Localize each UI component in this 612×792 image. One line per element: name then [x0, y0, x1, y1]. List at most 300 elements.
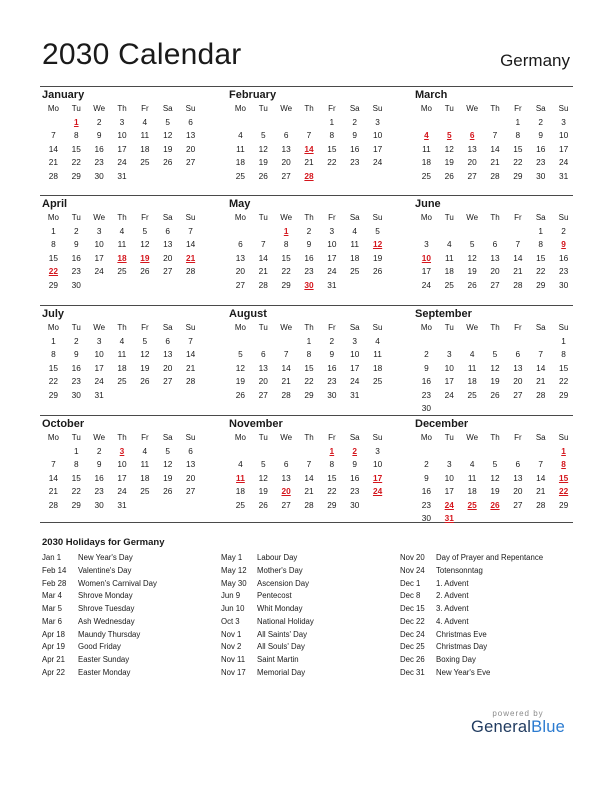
day: 18 — [140, 143, 150, 154]
day: 28 — [536, 389, 546, 400]
day: 3 — [446, 459, 452, 469]
weekday-header: We — [280, 213, 293, 222]
holiday-date: Jan 1 — [42, 553, 62, 562]
empty-day — [229, 116, 252, 130]
day: 25 — [235, 499, 246, 510]
day: 16 — [350, 143, 360, 154]
day: 29 — [304, 389, 314, 400]
day: 16 — [558, 252, 569, 263]
day: 1 — [51, 335, 56, 346]
holiday-name: All Souls' Day — [257, 642, 305, 652]
day: 8 — [306, 349, 312, 359]
day: 9 — [306, 239, 312, 249]
weekday-header: Fr — [328, 323, 336, 332]
day: 27 — [513, 499, 523, 510]
day: 6 — [283, 130, 289, 140]
brand-name — [468, 718, 568, 737]
month-day-grid — [42, 322, 202, 402]
day: 11 — [444, 252, 454, 263]
weekday-header: Fr — [328, 433, 336, 442]
month-day-grid — [229, 322, 389, 402]
day: 23 — [536, 157, 546, 167]
day: 19 — [163, 143, 173, 154]
day: 13 — [467, 143, 477, 154]
day: 4 — [469, 459, 475, 469]
day: 6 — [283, 459, 289, 469]
holiday-day: 26 — [490, 499, 500, 510]
day: 14 — [536, 472, 546, 483]
day: 14 — [536, 362, 546, 373]
day: 17 — [117, 143, 127, 154]
holiday-row — [400, 603, 575, 616]
day: 23 — [350, 486, 360, 496]
day: 26 — [444, 170, 454, 181]
holiday-date: Dec 26 — [400, 655, 425, 664]
day: 20 — [490, 266, 500, 276]
holiday-row — [221, 552, 396, 565]
holiday-name: Easter Monday — [78, 667, 131, 677]
holiday-name: Boxing Day — [436, 655, 476, 664]
section-divider — [40, 195, 573, 196]
day: 4 — [238, 130, 243, 140]
day: 7 — [538, 459, 544, 469]
day: 27 — [281, 499, 291, 510]
day: 7 — [260, 239, 266, 249]
day: 19 — [258, 486, 268, 496]
empty-day — [529, 445, 552, 459]
day: 28 — [536, 499, 546, 510]
day: 20 — [185, 143, 196, 154]
weekday-header: Tu — [258, 433, 268, 442]
holiday-column — [400, 552, 575, 680]
day: 28 — [258, 279, 268, 290]
weekday-header: Th — [490, 213, 500, 222]
day: 9 — [73, 239, 79, 249]
day: 9 — [96, 459, 102, 469]
holiday-name: Whit Monday — [257, 604, 303, 613]
day: 12 — [140, 239, 150, 249]
weekday-header: Th — [490, 433, 500, 442]
holiday-day: 15 — [558, 472, 569, 483]
holiday-row — [400, 654, 575, 667]
holiday-row — [221, 565, 396, 578]
holiday-row — [42, 552, 217, 565]
day: 30 — [350, 499, 360, 510]
day: 15 — [71, 472, 81, 483]
empty-day — [252, 225, 275, 239]
day: 5 — [142, 335, 148, 346]
month-day-grid — [229, 103, 389, 183]
day: 3 — [96, 335, 102, 346]
day: 6 — [188, 445, 193, 456]
day: 19 — [163, 472, 173, 483]
day: 22 — [304, 376, 314, 386]
weekday-header: Fr — [514, 433, 522, 442]
weekday-header: Mo — [234, 104, 246, 113]
holiday-row — [221, 629, 396, 642]
day: 24 — [94, 266, 104, 276]
day: 17 — [94, 252, 104, 263]
holiday-column — [221, 552, 396, 680]
day: 23 — [421, 389, 432, 400]
day: 24 — [558, 157, 569, 167]
holiday-day: 1 — [561, 445, 566, 456]
empty-day — [461, 116, 484, 130]
weekday-header: Sa — [349, 433, 360, 442]
day: 12 — [163, 130, 173, 140]
holiday-day: 22 — [48, 266, 59, 276]
day: 10 — [444, 472, 454, 483]
day: 22 — [71, 486, 81, 496]
weekday-header: We — [466, 323, 479, 332]
day: 16 — [327, 362, 337, 373]
day: 19 — [490, 486, 500, 496]
day: 13 — [513, 362, 523, 373]
day: 11 — [117, 239, 127, 249]
day: 21 — [536, 486, 546, 496]
weekday-header: Fr — [514, 104, 522, 113]
weekday-header: Th — [304, 213, 314, 222]
weekday-header: Mo — [420, 323, 432, 332]
month-may — [229, 197, 389, 292]
day: 9 — [96, 130, 102, 140]
day: 15 — [513, 143, 523, 154]
day: 4 — [352, 225, 358, 236]
holiday-name: Women's Carnival Day — [78, 578, 157, 588]
day: 30 — [71, 279, 81, 290]
day: 2 — [424, 349, 429, 359]
weekday-header: Th — [117, 433, 127, 442]
day: 19 — [490, 376, 500, 386]
weekday-header: Sa — [535, 323, 546, 332]
weekday-header: Su — [372, 213, 383, 222]
brand-logo[interactable] — [468, 709, 568, 737]
day: 29 — [558, 389, 569, 400]
holiday-day: 11 — [236, 472, 245, 483]
day: 15 — [304, 362, 314, 373]
holiday-day: 1 — [73, 116, 79, 127]
weekday-header: We — [280, 104, 293, 113]
holiday-column — [42, 552, 217, 680]
day: 11 — [236, 143, 245, 154]
day: 12 — [140, 349, 150, 359]
holiday-day: 12 — [372, 239, 383, 249]
day: 17 — [558, 143, 569, 154]
day: 2 — [352, 116, 358, 127]
day: 24 — [350, 376, 360, 386]
holiday-date: Dec 24 — [400, 629, 425, 639]
day: 30 — [94, 499, 104, 510]
day: 21 — [48, 157, 59, 167]
holiday-day: 4 — [424, 130, 429, 140]
weekday-header: Th — [304, 323, 314, 332]
holiday-day: 8 — [561, 459, 566, 469]
day: 11 — [117, 349, 127, 359]
holiday-name: Saint Martin — [257, 655, 299, 664]
holidays-title: 2030 Holidays for Germany — [42, 537, 165, 548]
day: 2 — [329, 335, 335, 346]
empty-day — [484, 335, 507, 349]
holiday-name: Memorial Day — [257, 667, 306, 677]
day: 25 — [350, 266, 360, 276]
month-name: March — [415, 89, 448, 101]
day: 14 — [490, 143, 500, 154]
day: 8 — [73, 130, 79, 140]
weekday-header: We — [93, 433, 106, 442]
day: 14 — [185, 349, 196, 359]
country-label: Germany — [500, 51, 570, 70]
holiday-day: 9 — [561, 239, 566, 249]
holiday-name: Labour Day — [257, 553, 298, 562]
day: 15 — [558, 362, 569, 373]
holiday-name: 1. Advent — [436, 578, 469, 588]
weekday-header: We — [93, 213, 106, 222]
day: 2 — [73, 335, 79, 346]
day: 25 — [140, 157, 150, 167]
day: 23 — [304, 266, 314, 276]
day: 13 — [258, 362, 268, 373]
weekday-header: Su — [185, 433, 196, 442]
day: 14 — [513, 252, 523, 263]
day: 12 — [444, 143, 454, 154]
day: 31 — [117, 170, 127, 181]
empty-day — [484, 225, 507, 239]
day: 12 — [163, 459, 173, 469]
holiday-day: 20 — [281, 486, 291, 496]
day: 4 — [142, 445, 148, 456]
day: 12 — [235, 362, 246, 373]
day: 31 — [558, 170, 569, 181]
day: 29 — [281, 279, 291, 290]
empty-day — [252, 445, 275, 459]
day: 3 — [375, 116, 380, 127]
day: 23 — [558, 266, 569, 276]
day: 21 — [48, 486, 59, 496]
day: 11 — [140, 130, 150, 140]
day: 28 — [48, 499, 59, 510]
month-day-grid — [229, 432, 389, 512]
month-january — [42, 88, 202, 183]
day: 11 — [422, 143, 431, 154]
weekday-header: Fr — [141, 323, 149, 332]
day: 20 — [467, 157, 477, 167]
day: 30 — [536, 170, 546, 181]
holiday-date: Nov 20 — [400, 553, 425, 562]
weekday-header: Sa — [162, 323, 173, 332]
weekday-header: Su — [372, 104, 383, 113]
holiday-name: 3. Advent — [436, 604, 469, 613]
day: 21 — [490, 157, 500, 167]
day: 7 — [306, 459, 312, 469]
day: 26 — [258, 499, 268, 510]
day: 13 — [185, 130, 196, 140]
day: 3 — [561, 116, 566, 127]
day: 10 — [372, 459, 383, 469]
day: 28 — [513, 279, 523, 290]
day: 30 — [327, 389, 337, 400]
day: 5 — [142, 225, 148, 236]
holiday-row — [42, 641, 217, 654]
day: 26 — [258, 170, 268, 181]
holiday-row — [42, 578, 217, 591]
weekday-header: Su — [558, 433, 569, 442]
day: 2 — [96, 116, 102, 127]
holiday-date: Dec 31 — [400, 667, 425, 677]
day: 15 — [48, 362, 59, 373]
weekday-header: Tu — [444, 323, 454, 332]
holiday-row — [400, 552, 575, 565]
weekday-header: Th — [304, 433, 314, 442]
brand-general-text: General — [471, 718, 532, 736]
weekday-header: Mo — [47, 213, 59, 222]
day: 18 — [421, 157, 432, 167]
day: 27 — [163, 376, 173, 386]
day: 12 — [490, 472, 500, 483]
day: 3 — [119, 116, 125, 127]
day: 6 — [515, 459, 521, 469]
day: 11 — [140, 459, 150, 469]
day: 16 — [304, 252, 314, 263]
holiday-date: Feb 28 — [42, 578, 67, 588]
day: 4 — [446, 239, 452, 249]
day: 27 — [281, 170, 291, 181]
holiday-row — [221, 603, 396, 616]
day: 14 — [304, 472, 314, 483]
day: 25 — [421, 170, 432, 181]
empty-day — [529, 335, 552, 349]
month-day-grid — [415, 212, 575, 292]
day: 30 — [71, 389, 81, 400]
day: 14 — [48, 143, 59, 154]
weekday-header: Tu — [258, 104, 268, 113]
day: 11 — [350, 239, 360, 249]
day: 3 — [424, 239, 429, 249]
weekday-header: Th — [490, 323, 500, 332]
month-day-grid — [415, 322, 575, 416]
day: 5 — [165, 445, 171, 456]
weekday-header: Su — [558, 323, 569, 332]
holiday-day: 21 — [185, 252, 196, 263]
day: 19 — [444, 157, 454, 167]
day: 7 — [188, 335, 193, 346]
month-name: September — [415, 308, 472, 320]
day: 25 — [117, 266, 127, 276]
day: 27 — [185, 486, 196, 496]
day: 9 — [73, 349, 79, 359]
day: 18 — [117, 362, 127, 373]
month-december — [415, 417, 575, 526]
day: 29 — [71, 499, 81, 510]
day: 19 — [467, 266, 477, 276]
day: 27 — [490, 279, 500, 290]
weekday-header: Su — [558, 104, 569, 113]
holiday-day: 30 — [304, 279, 314, 290]
day: 28 — [48, 170, 59, 181]
day: 22 — [48, 376, 59, 386]
day: 22 — [558, 376, 569, 386]
weekday-header: Tu — [444, 213, 454, 222]
day: 17 — [94, 362, 104, 373]
weekday-header: Tu — [71, 104, 81, 113]
holiday-name: Valentine's Day — [78, 565, 132, 575]
day: 21 — [258, 266, 268, 276]
weekday-header: Sa — [349, 104, 360, 113]
day: 8 — [329, 459, 335, 469]
day: 7 — [188, 225, 193, 236]
day: 24 — [372, 157, 383, 167]
holiday-name: Totensonntag — [436, 565, 483, 575]
holiday-date: Nov 1 — [221, 629, 242, 639]
holiday-name: New Year's Eve — [436, 667, 491, 677]
day: 19 — [235, 376, 246, 386]
weekday-header: Fr — [514, 213, 522, 222]
day: 16 — [94, 143, 104, 154]
day: 26 — [140, 376, 150, 386]
holiday-date: Dec 25 — [400, 642, 425, 652]
day: 15 — [71, 143, 81, 154]
day: 30 — [421, 513, 432, 523]
day: 25 — [467, 389, 477, 400]
day: 5 — [469, 239, 475, 249]
day: 22 — [327, 486, 337, 496]
holiday-day: 22 — [558, 486, 569, 496]
day: 26 — [140, 266, 150, 276]
day: 25 — [235, 170, 246, 181]
holiday-date: Apr 19 — [42, 642, 65, 652]
day: 18 — [235, 486, 246, 496]
day: 29 — [48, 279, 59, 290]
day: 29 — [48, 389, 59, 400]
day: 1 — [329, 116, 335, 127]
day: 27 — [235, 279, 246, 290]
section-divider — [40, 305, 573, 306]
empty-day — [415, 335, 438, 349]
holiday-name: Shrove Monday — [78, 591, 133, 601]
day: 4 — [119, 225, 125, 236]
day: 8 — [329, 130, 335, 140]
holiday-row — [400, 565, 575, 578]
day: 25 — [372, 376, 383, 386]
day: 17 — [372, 143, 383, 154]
empty-day — [298, 116, 321, 130]
day: 13 — [185, 459, 196, 469]
day: 21 — [304, 486, 314, 496]
weekday-header: Su — [558, 213, 569, 222]
day: 22 — [281, 266, 291, 276]
day: 25 — [444, 279, 454, 290]
holiday-row — [400, 641, 575, 654]
holiday-date: Oct 3 — [221, 616, 240, 626]
holiday-date: Jun 10 — [221, 604, 245, 613]
day: 13 — [163, 239, 173, 249]
day: 6 — [515, 349, 521, 359]
holiday-date: Nov 24 — [400, 565, 425, 575]
day: 8 — [283, 239, 289, 249]
weekday-header: We — [466, 433, 479, 442]
day: 3 — [446, 349, 452, 359]
month-october — [42, 417, 202, 512]
day: 15 — [536, 252, 546, 263]
day: 23 — [327, 376, 337, 386]
holiday-row — [42, 590, 217, 603]
holiday-row — [42, 603, 217, 616]
weekday-header: Fr — [514, 323, 522, 332]
day: 12 — [258, 472, 268, 483]
weekday-header: Su — [185, 213, 196, 222]
day: 27 — [258, 389, 268, 400]
day: 27 — [163, 266, 173, 276]
weekday-header: Sa — [535, 213, 546, 222]
